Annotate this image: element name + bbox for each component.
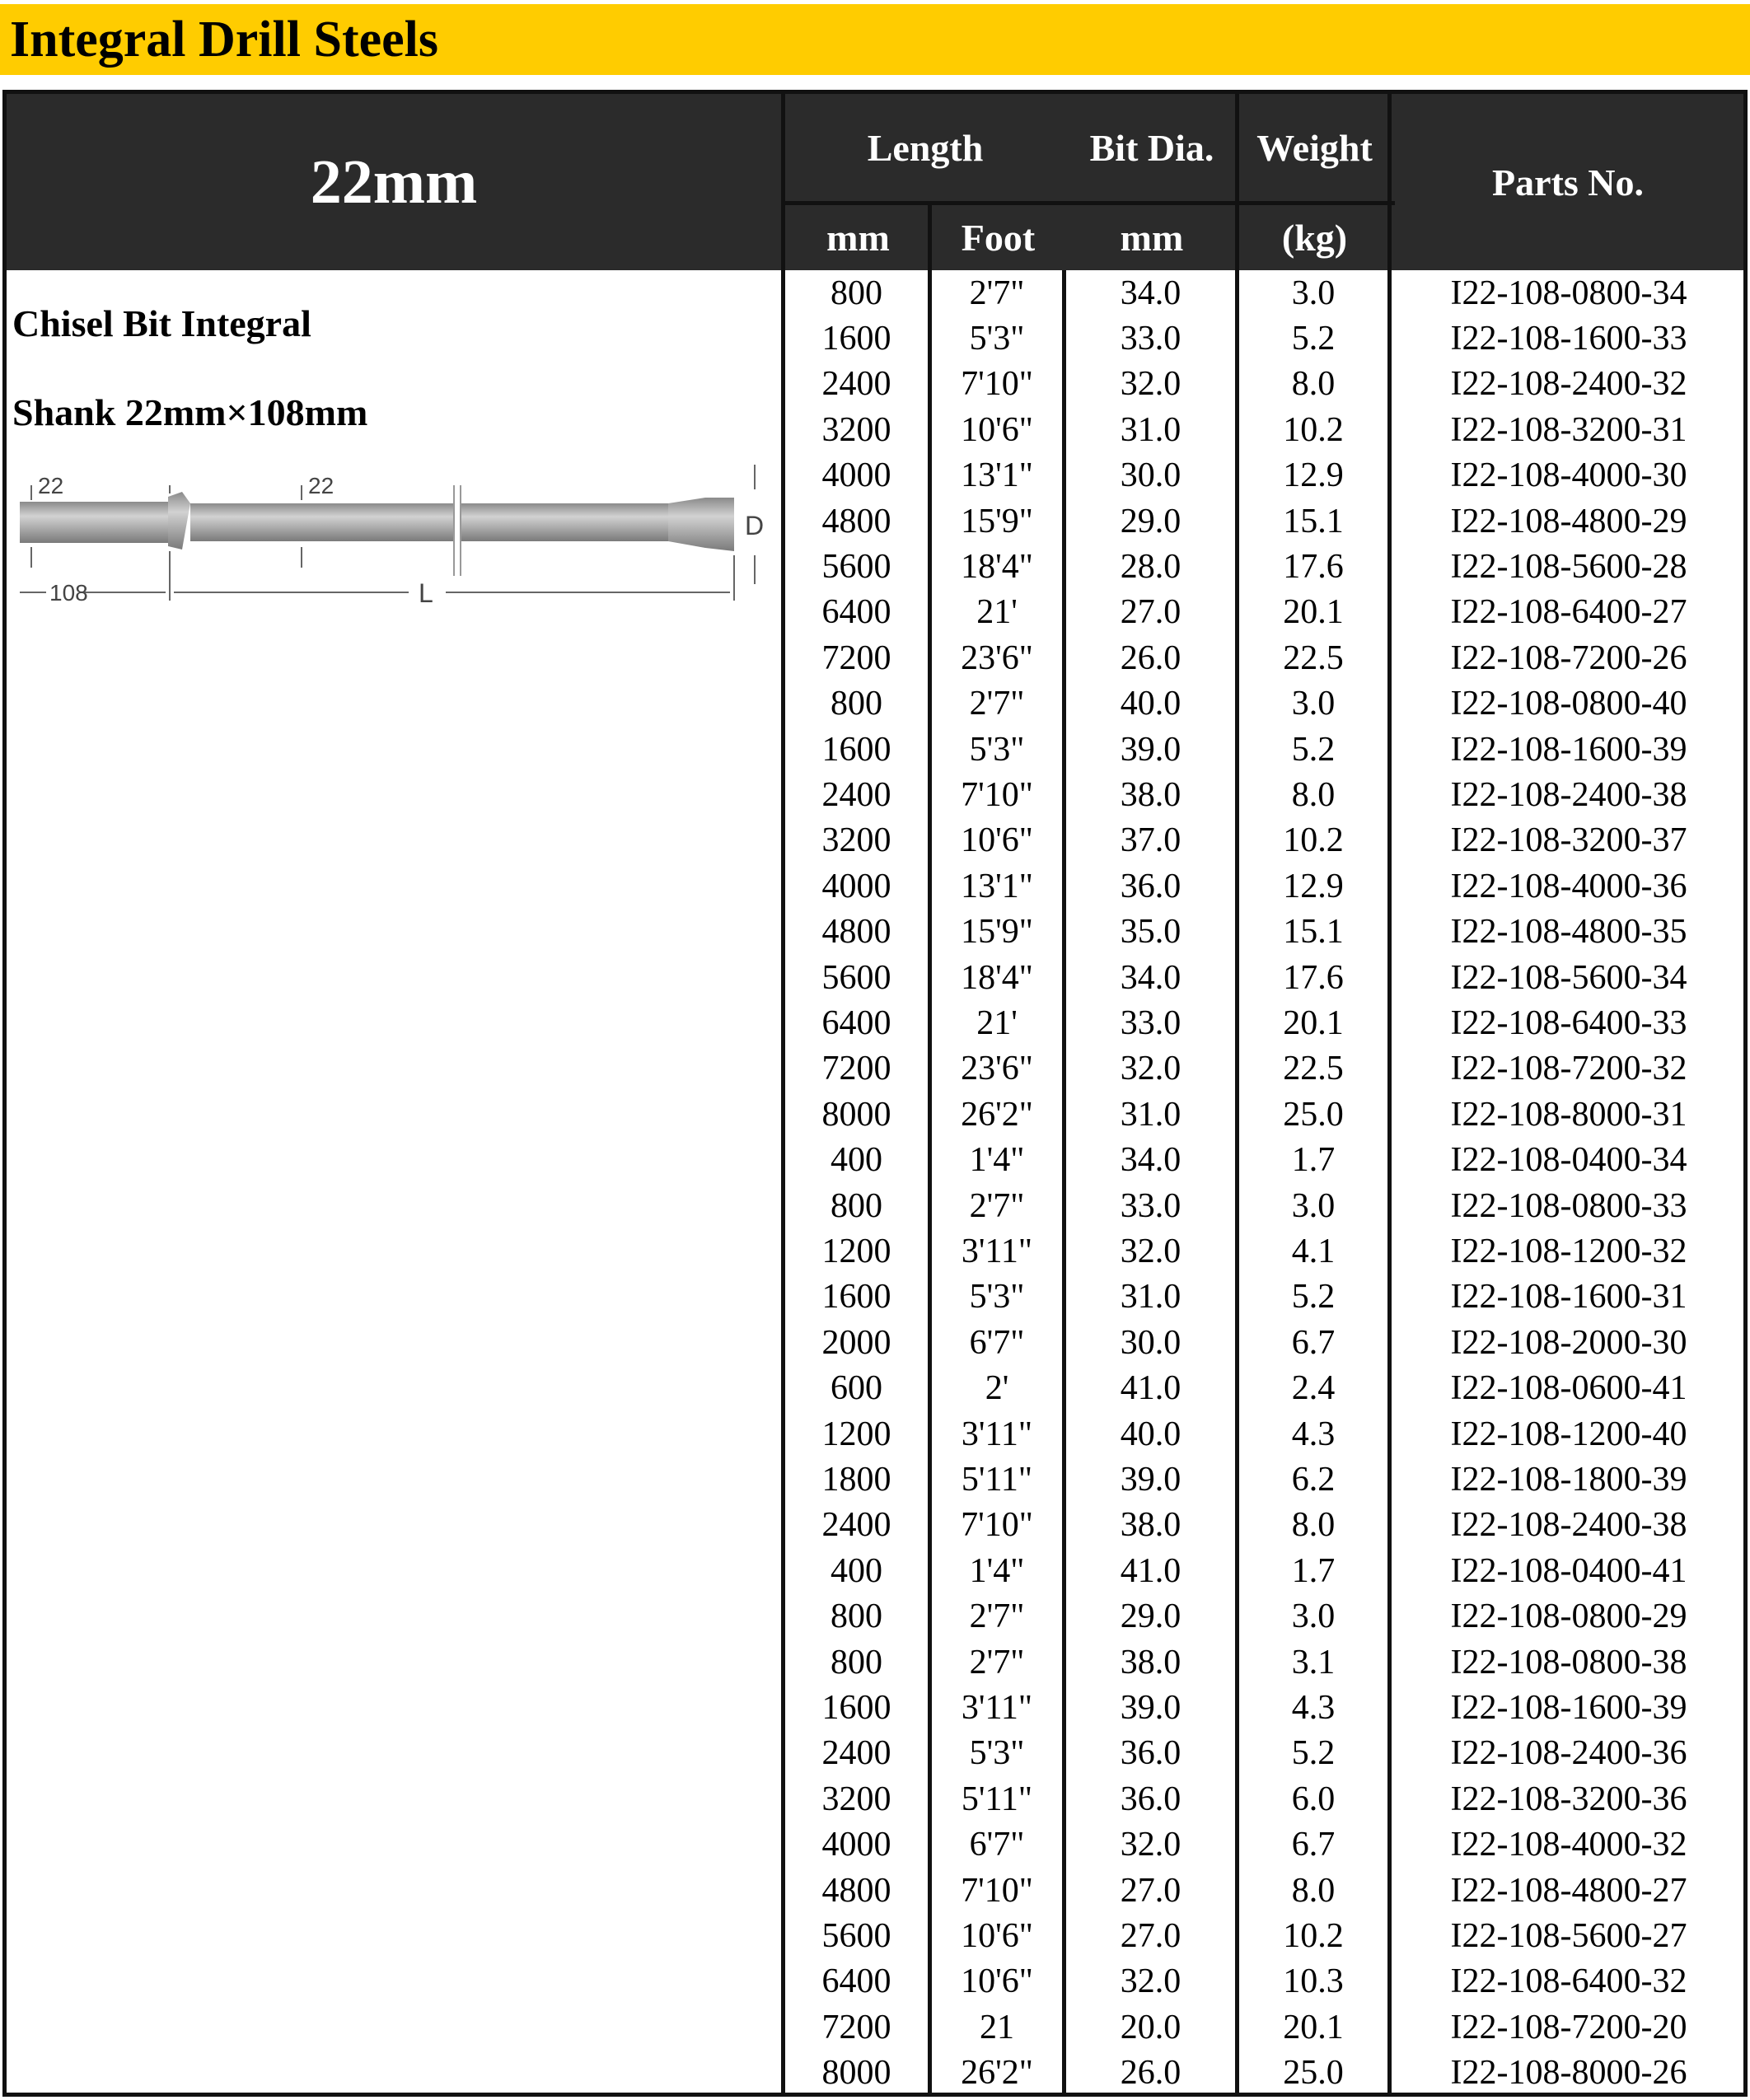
table-row [7, 1411, 1743, 1457]
weight-kg-cell: 5.2 [1291, 320, 1336, 358]
length-mm-cell: 800 [831, 274, 882, 312]
length-mm-cell: 5600 [821, 1917, 891, 1956]
length-foot-cell: 2'7" [969, 685, 1025, 723]
length-mm-cell: 800 [831, 1186, 882, 1225]
length-foot-cell: 26'2" [961, 1095, 1033, 1134]
parts-no-cell: I22-108-6400-27 [1450, 593, 1687, 632]
page-title: Integral Drill Steels [10, 12, 439, 68]
bit-dia-mm-cell: 27.0 [1120, 1871, 1181, 1910]
bit-dia-mm-cell: 36.0 [1120, 867, 1181, 905]
length-mm-cell: 6400 [821, 1962, 891, 2001]
table-row [7, 635, 1743, 681]
length-mm-cell: 3200 [821, 410, 891, 449]
table-row [7, 1959, 1743, 2004]
parts-no-cell: I22-108-1600-31 [1450, 1278, 1687, 1317]
length-foot-cell: 5'3" [969, 1734, 1025, 1773]
dim-108-label: 108 [49, 580, 88, 606]
parts-no-cell: I22-108-2400-32 [1450, 365, 1687, 404]
weight-kg-cell: 2.4 [1291, 1369, 1336, 1408]
parts-no-cell: I22-108-4800-27 [1450, 1871, 1687, 1910]
product-shank: Shank 22mm×108mm [12, 391, 368, 433]
parts-no-cell: I22-108-2400-38 [1450, 1506, 1687, 1545]
length-mm-cell: 7200 [821, 1050, 891, 1088]
table-row [7, 955, 1743, 1000]
bit-dia-mm-cell: 30.0 [1120, 1323, 1181, 1362]
weight-kg-cell: 5.2 [1291, 1734, 1336, 1773]
dim-rod-label: 22 [308, 473, 335, 498]
weight-kg-cell: 3.0 [1291, 274, 1336, 312]
length-foot-cell: 2'7" [969, 1643, 1025, 1681]
bit-dia-mm-cell: 31.0 [1120, 1095, 1181, 1134]
bit-dia-mm-cell: 20.0 [1120, 2008, 1181, 2046]
dim-shank-label: 22 [38, 473, 64, 498]
weight-kg-cell: 1.7 [1291, 1141, 1336, 1180]
table-row [7, 544, 1743, 589]
length-foot-cell: 21 [980, 2008, 1014, 2046]
parts-no-cell: I22-108-4000-36 [1450, 867, 1687, 905]
length-foot-cell: 18'4" [961, 548, 1033, 587]
weight-kg-cell: 6.0 [1291, 1780, 1336, 1818]
bit-dia-mm-cell: 33.0 [1120, 1186, 1181, 1225]
length-mm-cell: 2400 [821, 1734, 891, 1773]
weight-kg-cell: 4.3 [1291, 1415, 1336, 1453]
length-mm-cell: 600 [831, 1369, 882, 1408]
bit-dia-mm-cell: 38.0 [1120, 776, 1181, 815]
bit-dia-mm-cell: 36.0 [1120, 1780, 1181, 1818]
weight-kg-cell: 17.6 [1283, 958, 1344, 997]
length-mm-cell: 800 [831, 1597, 882, 1636]
weight-kg-cell: 22.5 [1283, 1050, 1344, 1088]
weight-kg-cell: 20.1 [1283, 593, 1344, 632]
parts-no-cell: I22-108-7200-32 [1450, 1050, 1687, 1088]
length-mm-cell: 8000 [821, 1095, 891, 1134]
length-mm-cell: 800 [831, 1643, 882, 1681]
title-bar [0, 4, 1750, 75]
length-foot-cell: 10'6" [961, 1917, 1033, 1956]
table-row [7, 863, 1743, 909]
bit-dia-mm-cell: 34.0 [1120, 274, 1181, 312]
parts-no-cell: I22-108-7200-20 [1450, 2008, 1687, 2046]
weight-kg-cell: 25.0 [1283, 1095, 1344, 1134]
length-mm-cell: 4800 [821, 913, 891, 952]
length-foot-cell: 13'1" [961, 867, 1033, 905]
parts-no-cell: I22-108-0400-34 [1450, 1141, 1687, 1180]
parts-no-cell: I22-108-0800-33 [1450, 1186, 1687, 1225]
bit-dia-mm-cell: 35.0 [1120, 913, 1181, 952]
length-foot-cell: 1'4" [969, 1551, 1025, 1590]
length-foot-cell: 7'10" [961, 1506, 1033, 1545]
length-mm-cell: 2400 [821, 1506, 891, 1545]
weight-kg-cell: 10.3 [1283, 1962, 1344, 2001]
parts-no-cell: I22-108-6400-33 [1450, 1004, 1687, 1043]
length-mm-cell: 1200 [821, 1415, 891, 1453]
weight-kg-cell: 6.7 [1291, 1323, 1336, 1362]
length-foot-cell: 2' [985, 1369, 1009, 1408]
length-mm-cell: 3200 [821, 821, 891, 860]
bit-dia-mm-cell: 32.0 [1120, 365, 1181, 404]
parts-no-cell: I22-108-5600-28 [1450, 548, 1687, 587]
length-foot-cell: 18'4" [961, 958, 1033, 997]
length-foot-cell: 2'7" [969, 1597, 1025, 1636]
parts-no-cell: I22-108-4000-32 [1450, 1826, 1687, 1864]
length-mm-cell: 7200 [821, 2008, 891, 2046]
parts-no-cell: I22-108-2000-30 [1450, 1323, 1687, 1362]
parts-no-cell: I22-108-7200-26 [1450, 638, 1687, 677]
bit-dia-mm-cell: 31.0 [1120, 410, 1181, 449]
mm-heading: mm [826, 217, 890, 259]
weight-kg-cell: 10.2 [1283, 821, 1344, 860]
bit-dia-mm-cell: 32.0 [1120, 1826, 1181, 1864]
length-mm-cell: 2000 [821, 1323, 891, 1362]
weight-kg-cell: 8.0 [1291, 1506, 1336, 1545]
length-foot-cell: 3'11" [961, 1415, 1033, 1453]
bit-dia-mm-cell: 29.0 [1120, 502, 1181, 540]
length-mm-cell: 3200 [821, 1780, 891, 1818]
table-row [7, 498, 1743, 544]
table-row [7, 727, 1743, 772]
parts-no-cell: I22-108-5600-27 [1450, 1917, 1687, 1956]
bit-dia-mm-cell: 32.0 [1120, 1050, 1181, 1088]
length-mm-cell: 5600 [821, 958, 891, 997]
table-row [7, 2004, 1743, 2050]
length-mm-cell: 4000 [821, 1826, 891, 1864]
table-row [7, 1822, 1743, 1868]
weight-kg-cell: 25.0 [1283, 2054, 1344, 2093]
parts-no-cell: I22-108-1600-39 [1450, 730, 1687, 769]
bit-dia-mm-cell: 41.0 [1120, 1369, 1181, 1408]
length-foot-cell: 7'10" [961, 365, 1033, 404]
weight-kg-cell: 6.2 [1291, 1461, 1336, 1499]
parts-no-cell: I22-108-2400-38 [1450, 776, 1687, 815]
spec-table [2, 90, 1748, 2097]
length-mm-cell: 2400 [821, 365, 891, 404]
bit-dia-mm-cell: 32.0 [1120, 1232, 1181, 1271]
table-row [7, 1594, 1743, 1639]
length-mm-cell: 6400 [821, 1004, 891, 1043]
length-foot-cell: 7'10" [961, 1871, 1033, 1910]
bit-dia-mm-cell: 28.0 [1120, 548, 1181, 587]
parts-no-heading: Parts No. [1492, 161, 1644, 203]
header-divider [785, 201, 1395, 205]
weight-kg-cell: 3.0 [1291, 1597, 1336, 1636]
table-row [7, 910, 1743, 955]
length-mm-cell: 4000 [821, 867, 891, 905]
parts-no-cell: I22-108-0800-29 [1450, 1597, 1687, 1636]
length-mm-cell: 1600 [821, 320, 891, 358]
length-foot-cell: 2'7" [969, 1186, 1025, 1225]
table-row [7, 1503, 1743, 1548]
parts-no-cell: I22-108-1800-39 [1450, 1461, 1687, 1499]
table-row [7, 1046, 1743, 1092]
length-foot-cell: 26'2" [961, 2054, 1033, 2093]
bit-dia-mm-cell: 34.0 [1120, 1141, 1181, 1180]
bit-dia-mm-cell: 26.0 [1120, 2054, 1181, 2093]
bit-dia-mm-cell: 32.0 [1120, 1962, 1181, 2001]
length-foot-cell: 15'9" [961, 913, 1033, 952]
weight-kg-cell: 1.7 [1291, 1551, 1336, 1590]
parts-no-cell: I22-108-4000-30 [1450, 456, 1687, 495]
dim-l-label: L [419, 578, 433, 608]
table-row [7, 1092, 1743, 1137]
weight-kg-cell: 10.2 [1283, 1917, 1344, 1956]
parts-no-cell: I22-108-5600-34 [1450, 958, 1687, 997]
weight-kg-cell: 5.2 [1291, 1278, 1336, 1317]
table-row [7, 407, 1743, 452]
table-row [7, 316, 1743, 361]
length-foot-cell: 7'10" [961, 776, 1033, 815]
table-row [7, 1274, 1743, 1320]
dim-d-label: D [745, 511, 765, 540]
length-mm-cell: 400 [831, 1551, 882, 1590]
weight-kg-cell: 4.1 [1291, 1232, 1336, 1271]
product-name: Chisel Bit Integral [12, 302, 311, 344]
table-row [7, 1138, 1743, 1183]
weight-kg-cell: 20.1 [1283, 1004, 1344, 1043]
bit-dia-mm-cell: 33.0 [1120, 1004, 1181, 1043]
bit-dia-mm-cell: 27.0 [1120, 1917, 1181, 1956]
length-foot-cell: 10'6" [961, 821, 1033, 860]
length-mm-cell: 4800 [821, 1871, 891, 1910]
table-row [7, 1548, 1743, 1593]
bit-dia-mm-cell: 39.0 [1120, 1689, 1181, 1728]
weight-kg-cell: 6.7 [1291, 1826, 1336, 1864]
length-mm-cell: 400 [831, 1141, 882, 1180]
bit-dia-mm-cell: 39.0 [1120, 730, 1181, 769]
length-foot-cell: 13'1" [961, 456, 1033, 495]
weight-kg-cell: 3.0 [1291, 685, 1336, 723]
parts-no-cell: I22-108-6400-32 [1450, 1962, 1687, 2001]
table-row [7, 772, 1743, 817]
length-mm-cell: 1800 [821, 1461, 891, 1499]
bit-dia-heading: Bit Dia. [1089, 126, 1214, 169]
length-foot-cell: 10'6" [961, 410, 1033, 449]
length-mm-cell: 5600 [821, 548, 891, 587]
parts-no-cell: I22-108-0400-41 [1450, 1551, 1687, 1590]
length-mm-cell: 800 [831, 685, 882, 723]
parts-no-cell: I22-108-3200-37 [1450, 821, 1687, 860]
parts-no-cell: I22-108-3200-31 [1450, 410, 1687, 449]
weight-kg-cell: 3.0 [1291, 1186, 1336, 1225]
length-foot-cell: 21' [976, 1004, 1018, 1043]
bit-dia-mm-cell: 37.0 [1120, 821, 1181, 860]
weight-heading: Weight [1256, 126, 1373, 169]
parts-no-cell: I22-108-1200-32 [1450, 1232, 1687, 1271]
foot-heading: Foot [961, 217, 1036, 259]
bit-dia-mm-cell: 29.0 [1120, 1597, 1181, 1636]
table-row [7, 1320, 1743, 1365]
weight-kg-cell: 10.2 [1283, 410, 1344, 449]
weight-kg-cell: 15.1 [1283, 913, 1344, 952]
bit-mm-heading: mm [1120, 217, 1184, 259]
bit-dia-mm-cell: 40.0 [1120, 1415, 1181, 1453]
weight-kg-cell: 8.0 [1291, 365, 1336, 404]
length-foot-cell: 15'9" [961, 502, 1033, 540]
table-row [7, 818, 1743, 863]
bit-dia-mm-cell: 33.0 [1120, 320, 1181, 358]
size-heading: 22mm [310, 147, 478, 217]
length-foot-cell: 5'3" [969, 730, 1025, 769]
table-row [7, 1457, 1743, 1502]
length-mm-cell: 8000 [821, 2054, 891, 2093]
length-mm-cell: 1600 [821, 1278, 891, 1317]
weight-kg-cell: 12.9 [1283, 456, 1344, 495]
parts-no-cell: I22-108-2400-36 [1450, 1734, 1687, 1773]
table-row [7, 1366, 1743, 1411]
table-row [7, 1183, 1743, 1228]
weight-kg-cell: 22.5 [1283, 638, 1344, 677]
length-foot-cell: 23'6" [961, 638, 1033, 677]
table-row [7, 1000, 1743, 1045]
parts-no-cell: I22-108-0800-34 [1450, 274, 1687, 312]
length-mm-cell: 1600 [821, 1689, 891, 1728]
weight-kg-cell: 17.6 [1283, 548, 1344, 587]
table-row [7, 453, 1743, 498]
bit-dia-mm-cell: 36.0 [1120, 1734, 1181, 1773]
bit-dia-mm-cell: 38.0 [1120, 1506, 1181, 1545]
length-foot-cell: 23'6" [961, 1050, 1033, 1088]
length-foot-cell: 5'11" [961, 1461, 1033, 1499]
table-header [7, 94, 1743, 270]
length-foot-cell: 6'7" [969, 1826, 1025, 1864]
parts-no-cell: I22-108-8000-26 [1450, 2054, 1687, 2093]
parts-no-cell: I22-108-0800-38 [1450, 1643, 1687, 1681]
bit-dia-mm-cell: 38.0 [1120, 1643, 1181, 1681]
length-foot-cell: 10'6" [961, 1962, 1033, 2001]
bit-dia-mm-cell: 27.0 [1120, 593, 1181, 632]
weight-kg-cell: 3.1 [1291, 1643, 1336, 1681]
weight-kg-cell: 4.3 [1291, 1689, 1336, 1728]
bit-dia-mm-cell: 30.0 [1120, 456, 1181, 495]
length-foot-cell: 5'11" [961, 1780, 1033, 1818]
table-row [7, 2051, 1743, 2096]
weight-kg-cell: 5.2 [1291, 730, 1336, 769]
parts-no-cell: I22-108-4800-29 [1450, 502, 1687, 540]
length-foot-cell: 3'11" [961, 1232, 1033, 1271]
length-foot-cell: 5'3" [969, 320, 1025, 358]
parts-no-cell: I22-108-4800-35 [1450, 913, 1687, 952]
parts-no-cell: I22-108-1600-33 [1450, 320, 1687, 358]
weight-kg-cell: 8.0 [1291, 776, 1336, 815]
bit-dia-mm-cell: 31.0 [1120, 1278, 1181, 1317]
parts-no-cell: I22-108-0600-41 [1450, 1369, 1687, 1408]
bit-dia-mm-cell: 34.0 [1120, 958, 1181, 997]
weight-kg-cell: 8.0 [1291, 1871, 1336, 1910]
parts-no-cell: I22-108-0800-40 [1450, 685, 1687, 723]
weight-kg-cell: 20.1 [1283, 2008, 1344, 2046]
length-mm-cell: 6400 [821, 593, 891, 632]
parts-no-cell: I22-108-8000-31 [1450, 1095, 1687, 1134]
bit-dia-mm-cell: 41.0 [1120, 1551, 1181, 1590]
length-mm-cell: 4800 [821, 502, 891, 540]
kg-heading: (kg) [1281, 217, 1348, 259]
table-row [7, 681, 1743, 727]
table-row [7, 1913, 1743, 1958]
length-foot-cell: 2'7" [969, 274, 1025, 312]
length-mm-cell: 2400 [821, 776, 891, 815]
table-row [7, 1868, 1743, 1913]
table-row [7, 362, 1743, 407]
table-row [7, 270, 1743, 316]
table-row [7, 1228, 1743, 1274]
length-foot-cell: 5'3" [969, 1278, 1025, 1317]
length-mm-cell: 1600 [821, 730, 891, 769]
weight-kg-cell: 15.1 [1283, 502, 1344, 540]
parts-no-cell: I22-108-3200-36 [1450, 1780, 1687, 1818]
length-foot-cell: 1'4" [969, 1141, 1025, 1180]
length-foot-cell: 6'7" [969, 1323, 1025, 1362]
table-row [7, 1776, 1743, 1822]
table-row [7, 1685, 1743, 1730]
length-foot-cell: 3'11" [961, 1689, 1033, 1728]
table-row [7, 1731, 1743, 1776]
length-heading: Length [867, 126, 984, 169]
table-row [7, 1639, 1743, 1685]
bit-dia-mm-cell: 26.0 [1120, 638, 1181, 677]
length-mm-cell: 4000 [821, 456, 891, 495]
bit-dia-mm-cell: 39.0 [1120, 1461, 1181, 1499]
bit-dia-mm-cell: 40.0 [1120, 685, 1181, 723]
parts-no-cell: I22-108-1200-40 [1450, 1415, 1687, 1453]
weight-kg-cell: 12.9 [1283, 867, 1344, 905]
length-mm-cell: 7200 [821, 638, 891, 677]
length-foot-cell: 21' [976, 593, 1018, 632]
length-mm-cell: 1200 [821, 1232, 891, 1271]
parts-no-cell: I22-108-1600-39 [1450, 1689, 1687, 1728]
table-row [7, 590, 1743, 635]
